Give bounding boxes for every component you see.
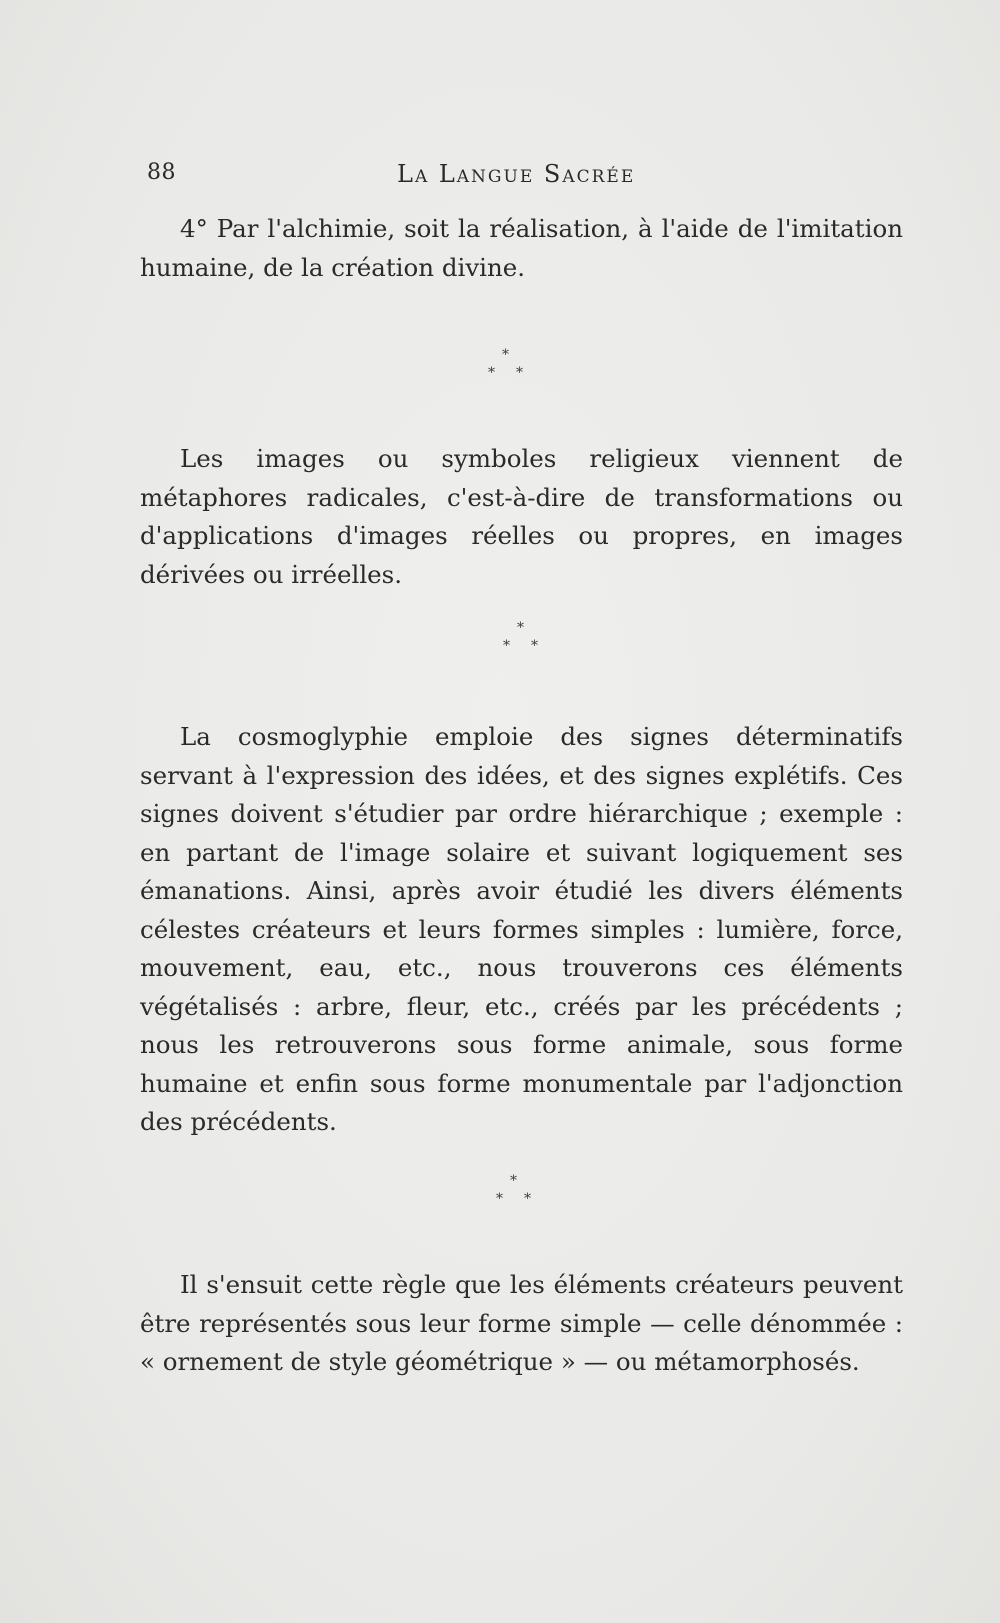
paragraph-text: La cosmoglyphie emploie des signes déterminatifs servant à l'expression des idées, et des signes explétifs. Ces signes doivent s'étudier par ordre hiérarchique ; exemple : en partant de l'image solaire et suivant logiquement ses émanations. Ainsi, après avoir étudié les divers éléments célestes créateurs et leurs formes simples : lumière, force, mouvement, eau, etc., nous trouverons ces éléments végétalisés : arbre, fleur, etc., créés par les précédents ; nous les retrouverons sous forme animale, sous forme humaine et enfin sous forme monumentale par l'adjonction des précédents. [140,722,903,1136]
asterisk-icon: * [510,1173,517,1189]
paragraph-text: 4° Par l'alchimie, soit la réalisation, à l'aide de l'imitation humaine, de la création divine. [140,214,903,282]
paragraph-cosmoglyphie [140,718,903,1142]
running-title: La Langue Sacrée [397,160,636,188]
asterisk-icon: * [502,347,509,363]
paragraph-alchimie [140,210,903,287]
asterism-separator [495,621,555,661]
asterisk-icon: * [524,1191,531,1207]
asterisk-icon: * [503,638,510,654]
page-number: 88 [147,160,176,185]
asterisk-icon: * [531,638,538,654]
paragraph-text: Il s'ensuit cette règle que les éléments créateurs peuvent être représentés sous leur forme simple — celle dénommée : « ornement de style géométrique » — ou métamorphosés. [140,1270,903,1376]
asterisk-icon: * [496,1191,503,1207]
paragraph-text: Les images ou symboles religieux viennent de métaphores radicales, c'est-à-dire de transformations ou d'applications d'images réelles ou propres, en images dérivées ou irréelles. [140,444,903,589]
asterisk-icon: * [488,365,495,381]
paragraph-images-symboles [140,440,903,594]
asterism-separator [488,1174,548,1214]
asterisk-icon: * [516,365,523,381]
asterisk-icon: * [517,620,524,636]
paragraph-regle [140,1266,903,1382]
asterism-separator [480,348,540,388]
page-header [147,160,907,190]
